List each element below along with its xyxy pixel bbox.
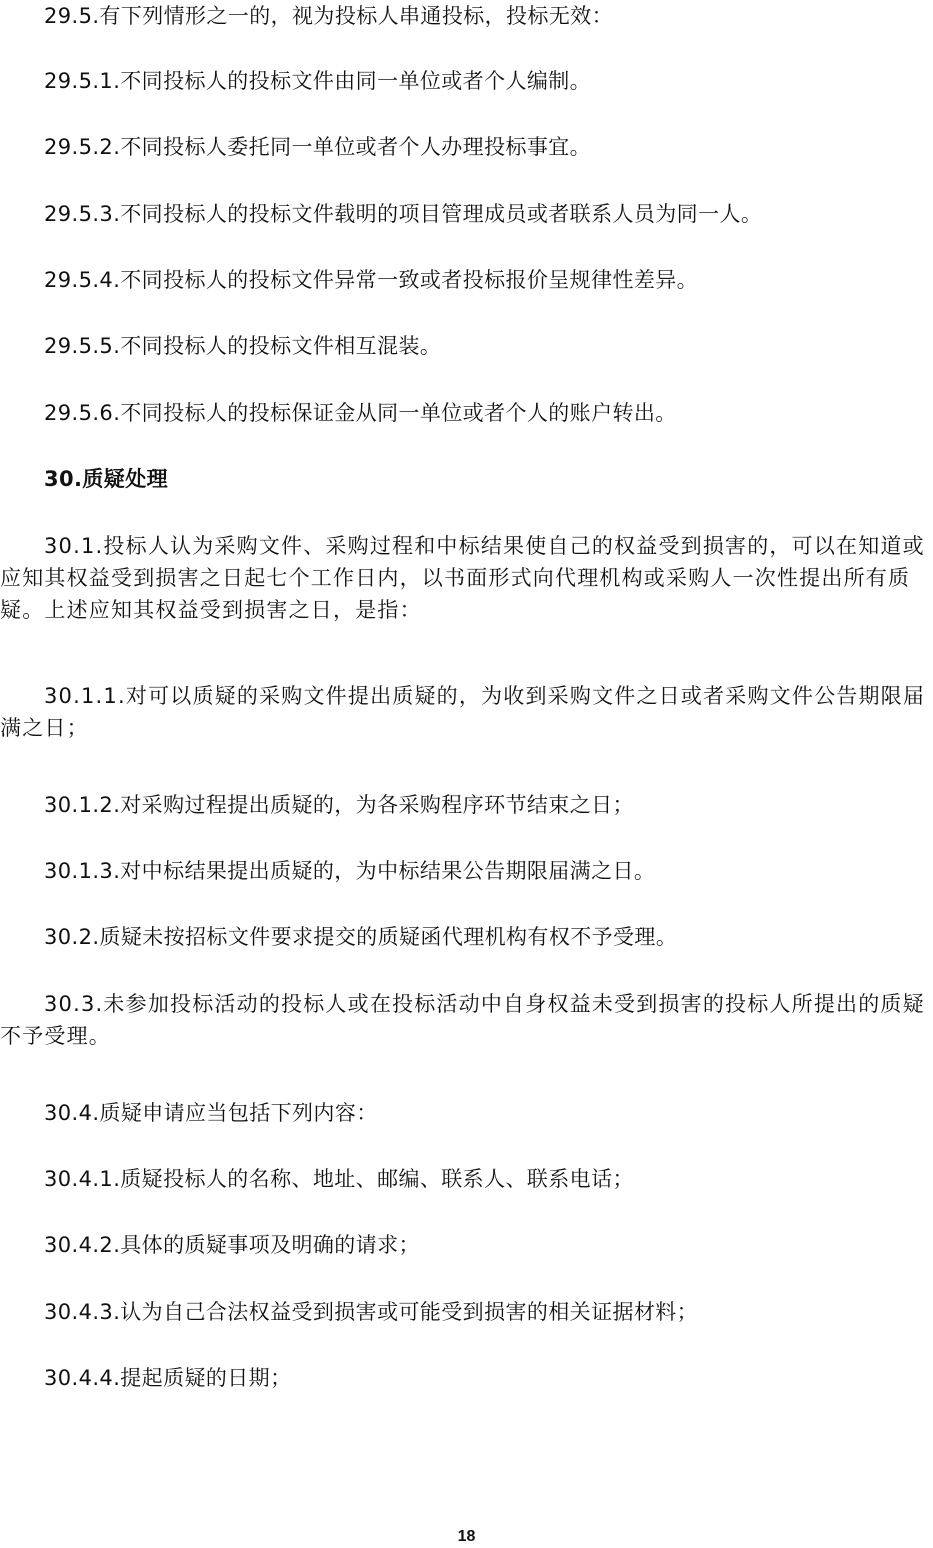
clause-29-5-4: 29.5.4.不同投标人的投标文件异常一致或者投标报价呈规律性差异。 — [44, 268, 699, 292]
clause-30-4-3: 30.4.3.认为自己合法权益受到损害或可能受到损害的相关证据材料； — [44, 1300, 699, 1324]
page-number: 18 — [457, 1528, 476, 1545]
clause-30-1-1: 30.1.1.对可以质疑的采购文件提出质疑的，为收到采购文件之日或者采购文件公告期限届满之日； — [0, 684, 926, 740]
section-heading-30: 30.质疑处理 — [44, 467, 169, 491]
clause-29-5-1: 29.5.1.不同投标人的投标文件由同一单位或者个人编制。 — [44, 69, 592, 93]
clause-30-1-2: 30.1.2.对采购过程提出质疑的，为各采购程序环节结束之日； — [44, 793, 634, 817]
clause-30-4-4: 30.4.4.提起质疑的日期； — [44, 1366, 292, 1390]
clause-29-5-3: 29.5.3.不同投标人的投标文件载明的项目管理成员或者联系人员为同一人。 — [44, 202, 763, 226]
clause-29-5-5: 29.5.5.不同投标人的投标文件相互混装。 — [44, 334, 442, 358]
clause-29-5-2: 29.5.2.不同投标人委托同一单位或者个人办理投标事宜。 — [44, 135, 592, 159]
clause-30-2: 30.2.质疑未按招标文件要求提交的质疑函代理机构有权不予受理。 — [44, 925, 678, 949]
clause-30-4-1: 30.4.1.质疑投标人的名称、地址、邮编、联系人、联系电话； — [44, 1167, 634, 1191]
clause-30-4-2: 30.4.2.具体的质疑事项及明确的请求； — [44, 1233, 420, 1257]
clause-30-3: 30.3.未参加投标活动的投标人或在投标活动中自身权益未受到损害的投标人所提出的质疑不予受理。 — [0, 992, 925, 1048]
clause-30-1-3: 30.1.3.对中标结果提出质疑的，为中标结果公告期限届满之日。 — [44, 859, 656, 883]
clause-29-5-6: 29.5.6.不同投标人的投标保证金从同一单位或者个人的账户转出。 — [44, 401, 677, 425]
clause-30-4: 30.4.质疑申请应当包括下列内容： — [44, 1101, 378, 1125]
clause-30-1: 30.1.投标人认为采购文件、采购过程和中标结果使自己的权益受到损害的，可以在知道或应知其权益受到损害之日起七个工作日内，以书面形式向代理机构或采购人一次性提出所有质疑。上述应知其权益受到损害之日，是指： — [0, 534, 925, 622]
clause-29-5: 29.5.有下列情形之一的，视为投标人串通投标，投标无效： — [44, 4, 614, 28]
